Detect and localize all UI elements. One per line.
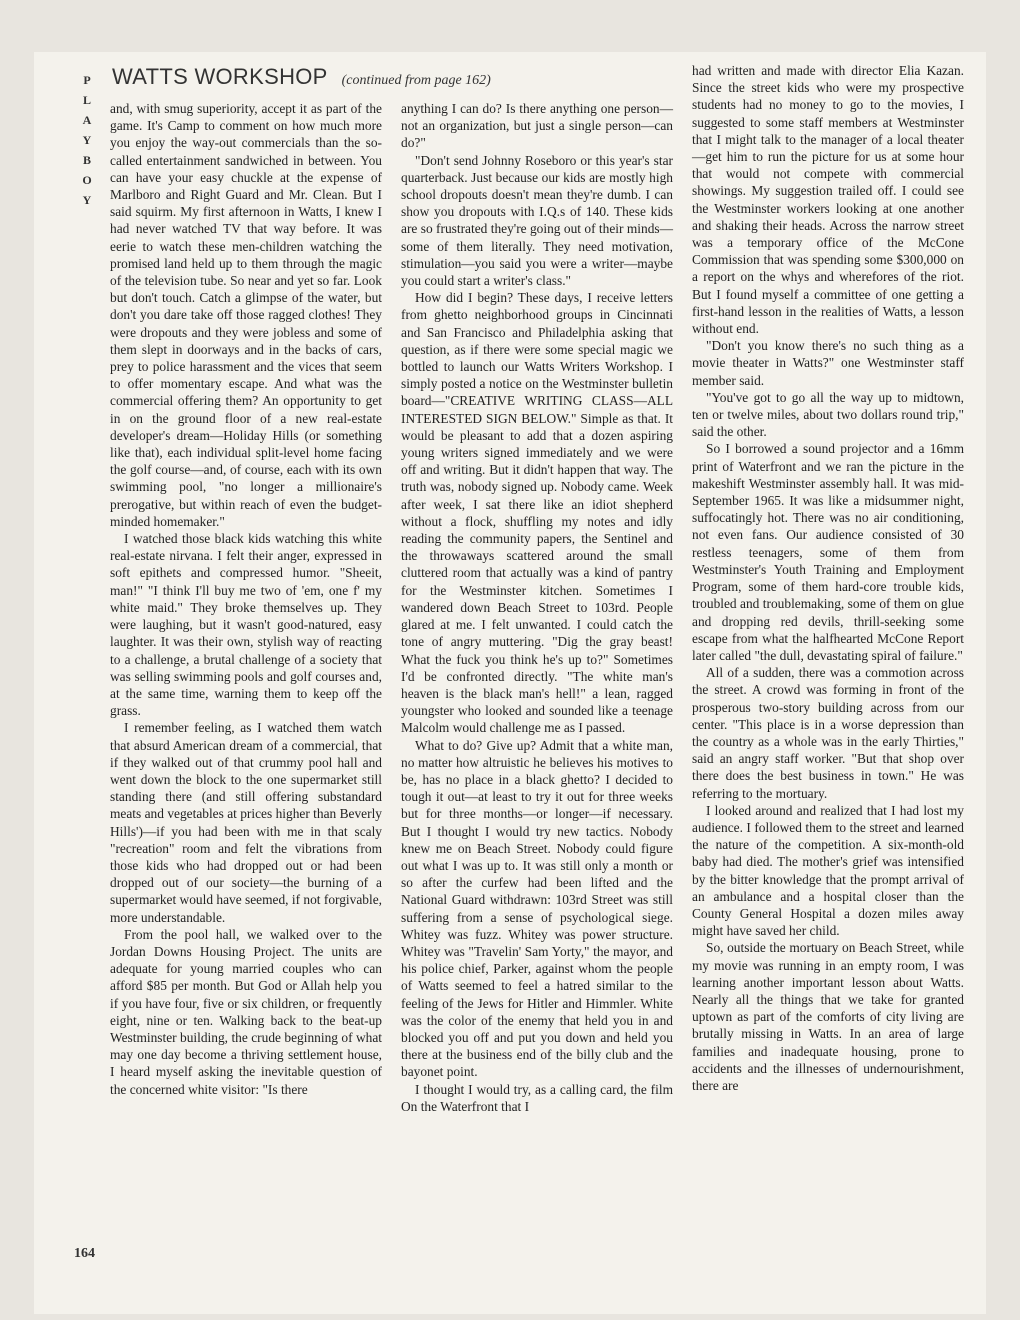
paragraph: From the pool hall, we walked over to the Jordan Downs Housing Project. The units are adequate for young married couples who can afford $85 per month. But God or Allah help you if you have four, five or six children, or frequently eight, nine or ten. Walking back to the beat-up Westminster building, the crude beginning of what may one day become a thriving settlement house, I heard myself asking the inevitable question of the concerned white visitor: "Is there <box>110 926 382 1097</box>
paragraph: I looked around and realized that I had lost my audience. I followed them to the street and learned the nature of the competition. A six-month-old baby had died. The mother's grief was intensified by the bitter knowledge that the prompt arrival of an ambulance and a hospital closer than the County General Hospital a dozen miles away might have saved her child. <box>692 802 964 939</box>
page-number: 164 <box>74 1246 95 1261</box>
paragraph: and, with smug superiority, accept it as part of the game. It's Camp to comment on how much more you enjoy the way-out commercials than the so-called entertainment sandwiched in between. You can have your easy chuckle at the expense of Marlboro and Right Guard and Mr. Clean. But I said squirm. My first afternoon in Watts, I knew I had never watched TV that way before. It was eerie to watch these men-children watching the promised land held up to them through the magic of the television tube. So near and yet so far. Look but don't touch. Catch a glimpse of the water, but don't you dare take off those ragged clothes! They were dropouts and they were jobless and some of them slept in doorways and in the backs of cars, prey to police harassment and the vices that seem to offer momentary escape. And what was the commercial offering them? An opportunity to get in on the ground floor of a new real-estate developer's dream—Holiday Hills (or something like that), each individual split-level home facing the golf course—and, of course, each with its own swimming pool, "no longer a millionaire's prerogative, but within reach of even the budget-minded homemaker." <box>110 101 382 529</box>
article-title: WATTS WORKSHOP <box>112 64 328 89</box>
mag-letter: B <box>82 153 91 167</box>
mag-letter: Y <box>82 193 92 207</box>
paragraph: "You've got to go all the way up to midtown, ten or twelve miles, about two dollars round trip," said the other. <box>692 389 964 440</box>
text-column-3 <box>692 62 964 1094</box>
magazine-name-vertical <box>80 70 94 210</box>
paragraph: anything I can do? Is there anything one person—not an organization, but just a single person—can do?" <box>401 101 673 151</box>
paragraph: All of a sudden, there was a commotion across the street. A crowd was forming in front of the prosperous two-story building across from our center. "This place is in a worse depression than the country as a whole was in the early Thirties," said an angry staff worker. "But that shop over there does the best business in town." He was referring to the mortuary. <box>692 665 964 801</box>
paragraph: I remember feeling, as I watched them watch that absurd American dream of a commercial, that if they walked out of that crummy pool hall and went down the block to the one supermarket still standing there (and still offering substandard meats and vegetables at prices higher than Beverly Hills')—if you had been with me in that scaly "recreation" room and felt the vibrations from those kids who had dropped out or had been dropped out of our society—the burning of a supermarket would have seemed, if not forgivable, more understandable. <box>110 720 382 925</box>
text-column-2 <box>401 100 673 1115</box>
mag-letter: A <box>82 113 92 127</box>
paragraph: So I borrowed a sound projector and a 16mm print of Waterfront and we ran the picture in the makeshift Westminster assembly hall. It was mid-September 1965. It was like a midsummer night, suffocatingly hot. There was no air conditioning, not even fans. Our audience consisted of 30 restless teenagers, some of them from Westminster's Youth Training and Employment Program, some of them hard-core trouble kids, troubled and troublemaking, some of them on glue and dropping red devils, thrill-seeking some escape from what the halfhearted McCone Report later called "the dull, devastating spiral of failure." <box>692 441 964 663</box>
continued-note: (continued from page 162) <box>341 73 491 88</box>
paragraph: I thought I would try, as a calling card, the film On the Waterfront that I <box>401 1081 673 1114</box>
mag-letter: P <box>83 73 91 87</box>
paragraph: "Don't you know there's no such thing as a movie theater in Watts?" one Westminster staff member said. <box>692 338 964 388</box>
mag-letter: L <box>82 93 91 107</box>
paragraph: I watched those black kids watching this white real-estate nirvana. I felt their anger, expressed in soft epithets and compressed humor. "Sheeit, man!" "I think I'll buy me two of 'em, one f' my white maid." They broke themselves up. They were laughing, but it wasn't good-natured, easy laughter. It was their own, stylish way of reacting to a challenge, a brutal challenge of a society that was selling swimming pools and golf courses and, at the same time, warning them to keep off the grass. <box>110 531 382 719</box>
paragraph: How did I begin? These days, I receive letters from ghetto neighborhood groups in Cincinnati and San Francisco and Philadelphia asking that question, as if there were some special magic we bottled to launch our Watts Writers Workshop. I simply posted a notice on the Westminster bulletin board—"CREATIVE WRITING CLASS—ALL INTERESTED SIGN BELOW." Simple as that. It would be pleasant to add that a dozen aspiring young writers signed immediately and we were off and writing. But it didn't happen that way. The truth was, nobody signed up. Nobody came. Week after week, I sat there like an idiot shepherd without a flock, shuffling my notes and idly reading the community papers, the Sentinel and the throwaways scattered around the small cluttered room that actually was a kind of pantry for the Westminster kitchen. Sometimes I wandered down Beach Street to 103rd. People glared at me. I felt unwanted. I could catch the tone of angry muttering. "Dig the gray beast! What the fuck you think he's up to?" Sometimes I'd be confronted directly. "The white man's heaven is the black man's hell!" a lean, ragged youngster who looked and sounded like a teenage Malcolm would challenge me as I passed. <box>401 290 673 736</box>
paragraph: What to do? Give up? Admit that a white man, no matter how altruistic he believes his motives to be, has no place in a black ghetto? I decided to tough it out—at least to try it out for three weeks but for three months—or longer—if necessary. But I thought I would try new tactics. Nobody knew me on Beach Street. Nobody could figure out what I was up to. It was still only a month or so after the curfew had been lifted and the National Guard withdrawn: 103rd Street was still suffering from a sense of psychological siege. Whitey was fuzz. Whitey was power structure. Whitey was "Travelin' Sam Yorty," the mayor, and his police chief, Parker, against whom the people of Watts seemed to feel a hatred similar to the feeling of the Jews for Hitler and Himmler. White was the color of the enemy that held you in and blocked you off and put you down and held you there at the business end of the billy club and the bayonet point. <box>401 737 673 1080</box>
mag-letter: Y <box>82 133 92 147</box>
paragraph: So, outside the mortuary on Beach Street, while my movie was running in an empty room, I was learning another important lesson about Watts. Nearly all the things that we take for granted uptown as part of the comforts of city living are brutally missing in Watts. In an area of large families and inadequate housing, prone to accidents and the illnesses of undernourishment, there are <box>692 940 964 1093</box>
mag-letter: O <box>82 173 92 187</box>
paragraph: "Don't send Johnny Roseboro or this year's star quarterback. Just because our kids are mostly high school dropouts doesn't mean they're dumb. I can show you dropouts with I.Q.s of 140. These kids are so frustrated they're going out of their minds—some of them literally. They need motivation, stimulation—you said you were a writer—maybe you could start a writer's class." <box>401 152 673 289</box>
article-header <box>112 64 491 96</box>
paragraph: had written and made with director Elia Kazan. Since the street kids who were my prospective students had no money to go to the movies, I suggested to some staff members at Westminster that I might talk to the manager of a local theater—get him to run the picture for us at some hour that would not compete with commercial showings. My suggestion trailed off. I could see the Westminster workers looking at one another and shaking their heads. Across the narrow street was a temporary office of the McCone Commission that was spending some $300,000 on a report on the whys and wherefores of the riot. But I found myself a committee of one getting a first-hand lesson in the realities of Watts, a lesson without end. <box>692 63 964 337</box>
text-column-1 <box>110 100 382 1098</box>
